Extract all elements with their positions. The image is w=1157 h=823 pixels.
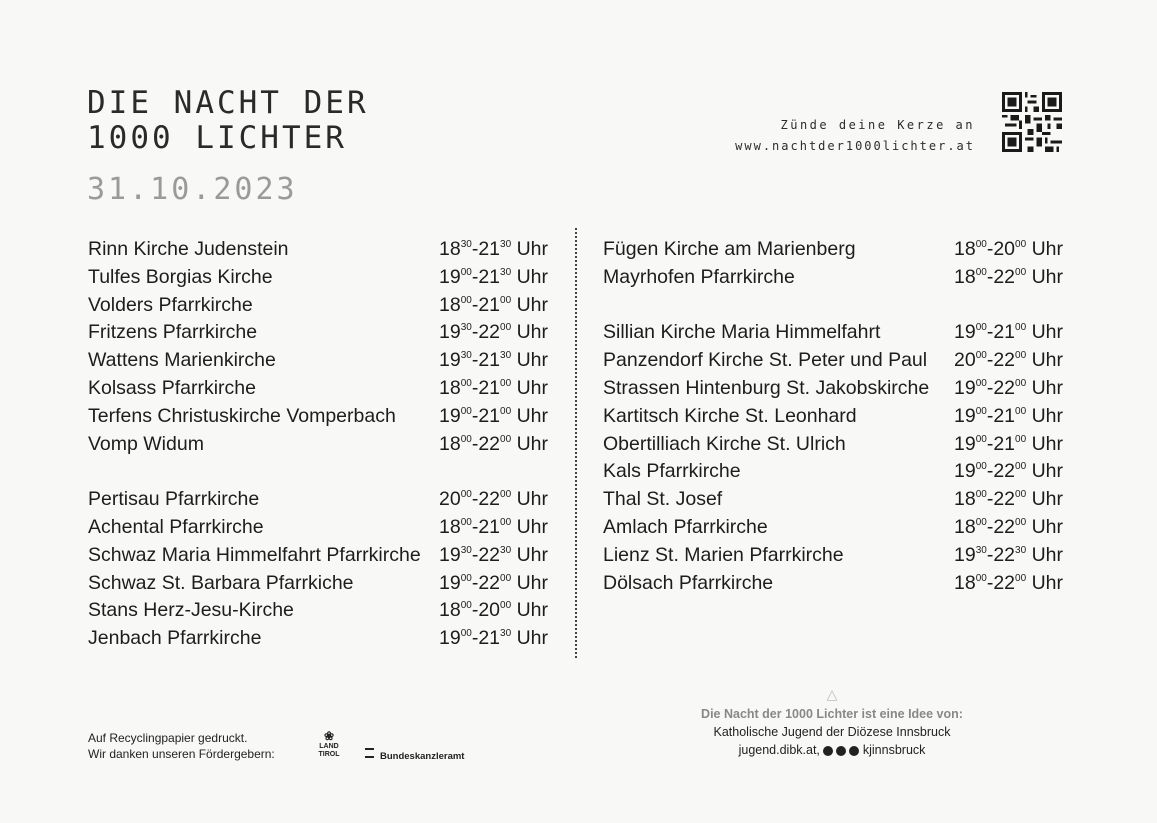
time-range: $19^{30}-22^{30}$ Uhr: [954, 543, 1063, 566]
start-minutes: 00: [460, 572, 472, 584]
end-minutes: 00: [1015, 322, 1027, 334]
end-minutes: 00: [500, 405, 512, 417]
church-name: Stans Herz-Jesu-Kirche: [88, 599, 294, 622]
end-minutes: 00: [1015, 433, 1027, 445]
instagram-icon[interactable]: [836, 746, 846, 756]
start-minutes: 30: [460, 350, 472, 362]
schedule-row: [88, 403, 550, 431]
website-link[interactable]: www.nachtder1000lichter.at: [735, 139, 975, 153]
church-name: Kals Pfarrkirche: [603, 460, 741, 483]
church-name: Panzendorf Kirche St. Peter und Paul: [603, 349, 928, 372]
start-minutes: 00: [975, 516, 987, 528]
schedule-row: [88, 625, 550, 653]
end-minutes: 00: [500, 322, 512, 334]
website-text[interactable]: jugend.dibk.at,: [738, 743, 820, 757]
church-name: Lienz St. Marien Pfarrkirche: [603, 543, 844, 566]
church-name: Pertisau Pfarrkirche: [88, 488, 260, 511]
start-minutes: 00: [460, 294, 472, 306]
end-minutes: 30: [500, 628, 512, 640]
end-minutes: 30: [500, 266, 512, 278]
time-range: $18^{00}-22^{00}$ Uhr: [954, 571, 1063, 594]
schedule-row: [603, 542, 1065, 570]
schedule-row: [88, 514, 550, 542]
schedule-row: [603, 264, 1065, 292]
column-divider: [575, 228, 577, 658]
schedule-row: [603, 347, 1065, 375]
end-minutes: 00: [1015, 405, 1027, 417]
contact-line: [672, 741, 992, 759]
schedule-row: [88, 486, 550, 514]
church-name: Schwaz St. Barbara Pfarrkiche: [88, 571, 354, 594]
church-name: Sillian Kirche Maria Himmelfahrt: [603, 321, 881, 344]
end-minutes: 30: [500, 350, 512, 362]
social-handle[interactable]: kjinnsbruck: [862, 743, 926, 757]
start-minutes: 30: [460, 544, 472, 556]
time-range: $18^{00}-22^{00}$ Uhr: [954, 515, 1063, 538]
time-range: $18^{00}-22^{00}$ Uhr: [439, 432, 548, 455]
time-range: $18^{00}-22^{00}$ Uhr: [954, 488, 1063, 511]
schedule-row: [88, 347, 550, 375]
start-minutes: 30: [460, 239, 472, 250]
time-range: $19^{00}-21^{00}$ Uhr: [954, 404, 1063, 427]
schedule-row: [603, 375, 1065, 403]
time-range: $19^{00}-22^{00}$ Uhr: [954, 460, 1063, 483]
logo-text: Bundeskanzleramt: [380, 751, 465, 762]
time-range: $18^{00}-21^{00}$ Uhr: [439, 376, 548, 399]
church-name: Terfens Christuskirche Vomperbach: [88, 404, 396, 427]
start-minutes: 00: [975, 350, 987, 362]
schedule-row: [603, 458, 1065, 486]
start-minutes: 00: [460, 433, 472, 445]
church-name: Amlach Pfarrkirche: [603, 515, 768, 538]
other-social-icon[interactable]: [849, 746, 859, 756]
organizer-name: Katholische Jugend der Diözese Innsbruck: [713, 725, 951, 739]
bundeskanzleramt-logo: [365, 748, 464, 762]
end-minutes: 00: [500, 489, 512, 501]
schedule-row: [88, 319, 550, 347]
end-minutes: 00: [1015, 266, 1027, 278]
schedule-row: [88, 431, 550, 459]
church-name: Kolsass Pfarrkirche: [88, 376, 256, 399]
church-name: Schwaz Maria Himmelfahrt Pfarrkirche: [88, 543, 421, 566]
social-icons: [823, 746, 859, 756]
end-minutes: 00: [1015, 377, 1027, 389]
start-minutes: 30: [975, 544, 987, 556]
logo-text: TIROL: [318, 751, 340, 758]
church-name: Vomp Widum: [88, 432, 204, 455]
church-name: Rinn Kirche Judenstein: [88, 238, 289, 260]
event-title: [87, 86, 369, 156]
schedule-row: [88, 375, 550, 403]
church-name: Fügen Kirche am Marienberg: [603, 238, 856, 260]
sponsor-thanks: Wir danken unseren Fördergebern:: [88, 747, 275, 761]
land-tirol-logo: [317, 729, 341, 759]
time-range: $18^{00}-21^{00}$ Uhr: [439, 293, 548, 316]
start-minutes: 00: [460, 405, 472, 417]
title-line: 1000 LICHTER: [87, 120, 347, 156]
end-minutes: 30: [500, 544, 512, 556]
schedule-right-column: [603, 236, 1065, 597]
schedule-row: [603, 236, 1065, 264]
end-minutes: 00: [1015, 516, 1027, 528]
end-minutes: 00: [500, 294, 512, 306]
time-range: $18^{00}-21^{00}$ Uhr: [439, 515, 548, 538]
end-minutes: 00: [1015, 239, 1027, 250]
flame-icon: △: [826, 686, 838, 702]
bka-mark-icon: [365, 748, 374, 758]
church-name: Jenbach Pfarrkirche: [88, 627, 262, 650]
title-line: DIE NACHT DER: [87, 85, 369, 121]
church-name: Obertilliach Kirche St. Ulrich: [603, 432, 846, 455]
time-range: $19^{00}-22^{00}$ Uhr: [439, 571, 548, 594]
end-minutes: 00: [1015, 461, 1027, 473]
church-name: Achental Pfarrkirche: [88, 515, 264, 538]
start-minutes: 00: [460, 600, 472, 612]
time-range: $19^{00}-21^{00}$ Uhr: [954, 321, 1063, 344]
call-to-action: [735, 118, 975, 153]
end-minutes: 00: [1015, 350, 1027, 362]
time-range: $19^{00}-21^{30}$ Uhr: [439, 627, 548, 650]
cta-text: Zünde deine Kerze an: [780, 118, 975, 132]
end-minutes: 30: [1015, 544, 1027, 556]
schedule-row: [603, 319, 1065, 347]
church-name: Volders Pfarrkirche: [88, 293, 253, 316]
church-name: Wattens Marienkirche: [88, 349, 276, 372]
schedule-row: [88, 542, 550, 570]
end-minutes: 00: [1015, 489, 1027, 501]
church-name: Kartitsch Kirche St. Leonhard: [603, 404, 857, 427]
start-minutes: 00: [975, 489, 987, 501]
time-range: $19^{00}-21^{00}$ Uhr: [439, 404, 548, 427]
schedule-row: [603, 514, 1065, 542]
event-date: 31.10.2023: [87, 172, 298, 207]
start-minutes: 00: [975, 239, 987, 250]
footer-right: [672, 683, 992, 759]
church-name: Thal St. Josef: [603, 488, 723, 511]
time-range: $19^{00}-22^{00}$ Uhr: [954, 376, 1063, 399]
schedule-row: [603, 486, 1065, 514]
schedule-row: [88, 236, 550, 264]
start-minutes: 00: [460, 489, 472, 501]
time-range: $18^{00}-20^{00}$ Uhr: [439, 599, 548, 622]
schedule-row: [603, 431, 1065, 459]
end-minutes: 00: [500, 433, 512, 445]
start-minutes: 00: [975, 266, 987, 278]
start-minutes: 00: [975, 322, 987, 334]
end-minutes: 00: [500, 377, 512, 389]
start-minutes: 00: [975, 405, 987, 417]
time-range: $18^{00}-20^{00}$ Uhr: [954, 238, 1063, 260]
idea-credit: Die Nacht der 1000 Lichter ist eine Idee von:: [701, 707, 963, 721]
time-range: $20^{00}-22^{00}$ Uhr: [954, 349, 1063, 372]
schedule-left-column: [88, 236, 550, 653]
end-minutes: 30: [500, 239, 512, 250]
schedule-row: [88, 570, 550, 598]
schedule-row: [88, 292, 550, 320]
start-minutes: 00: [975, 461, 987, 473]
church-name: Fritzens Pfarrkirche: [88, 321, 258, 344]
end-minutes: 00: [500, 600, 512, 612]
church-name: Strassen Hintenburg St. Jakobskirche: [603, 376, 930, 399]
tirol-eagle-icon: ❀: [323, 729, 335, 743]
start-minutes: 30: [460, 322, 472, 334]
recycling-note: Auf Recyclingpapier gedruckt.: [88, 731, 248, 745]
time-range: $19^{00}-21^{30}$ Uhr: [439, 265, 548, 288]
start-minutes: 00: [460, 628, 472, 640]
church-name: Mayrhofen Pfarrkirche: [603, 265, 795, 288]
start-minutes: 00: [975, 433, 987, 445]
group-spacer: [603, 292, 1065, 320]
schedule-row: [88, 264, 550, 292]
schedule-row: [88, 597, 550, 625]
schedule-row: [603, 570, 1065, 598]
end-minutes: 00: [500, 572, 512, 584]
start-minutes: 00: [460, 516, 472, 528]
time-range: $19^{30}-21^{30}$ Uhr: [439, 349, 548, 372]
facebook-icon[interactable]: [823, 746, 833, 756]
time-range: $18^{30}-21^{30}$ Uhr: [439, 238, 548, 260]
end-minutes: 00: [1015, 572, 1027, 584]
time-range: $19^{30}-22^{30}$ Uhr: [439, 543, 548, 566]
logo-text: LAND: [319, 743, 339, 750]
church-name: Dölsach Pfarrkirche: [603, 571, 774, 594]
time-range: $19^{30}-22^{00}$ Uhr: [439, 321, 548, 344]
start-minutes: 00: [460, 266, 472, 278]
time-range: $19^{00}-21^{00}$ Uhr: [954, 432, 1063, 455]
qr-code-icon[interactable]: [1001, 92, 1063, 152]
start-minutes: 00: [460, 377, 472, 389]
group-spacer: [88, 458, 550, 486]
church-name: Tulfes Borgias Kirche: [88, 265, 273, 288]
start-minutes: 00: [975, 377, 987, 389]
footer-left: [88, 730, 275, 762]
end-minutes: 00: [500, 516, 512, 528]
time-range: $20^{00}-22^{00}$ Uhr: [439, 488, 548, 511]
schedule-row: [603, 403, 1065, 431]
time-range: $18^{00}-22^{00}$ Uhr: [954, 265, 1063, 288]
start-minutes: 00: [975, 572, 987, 584]
